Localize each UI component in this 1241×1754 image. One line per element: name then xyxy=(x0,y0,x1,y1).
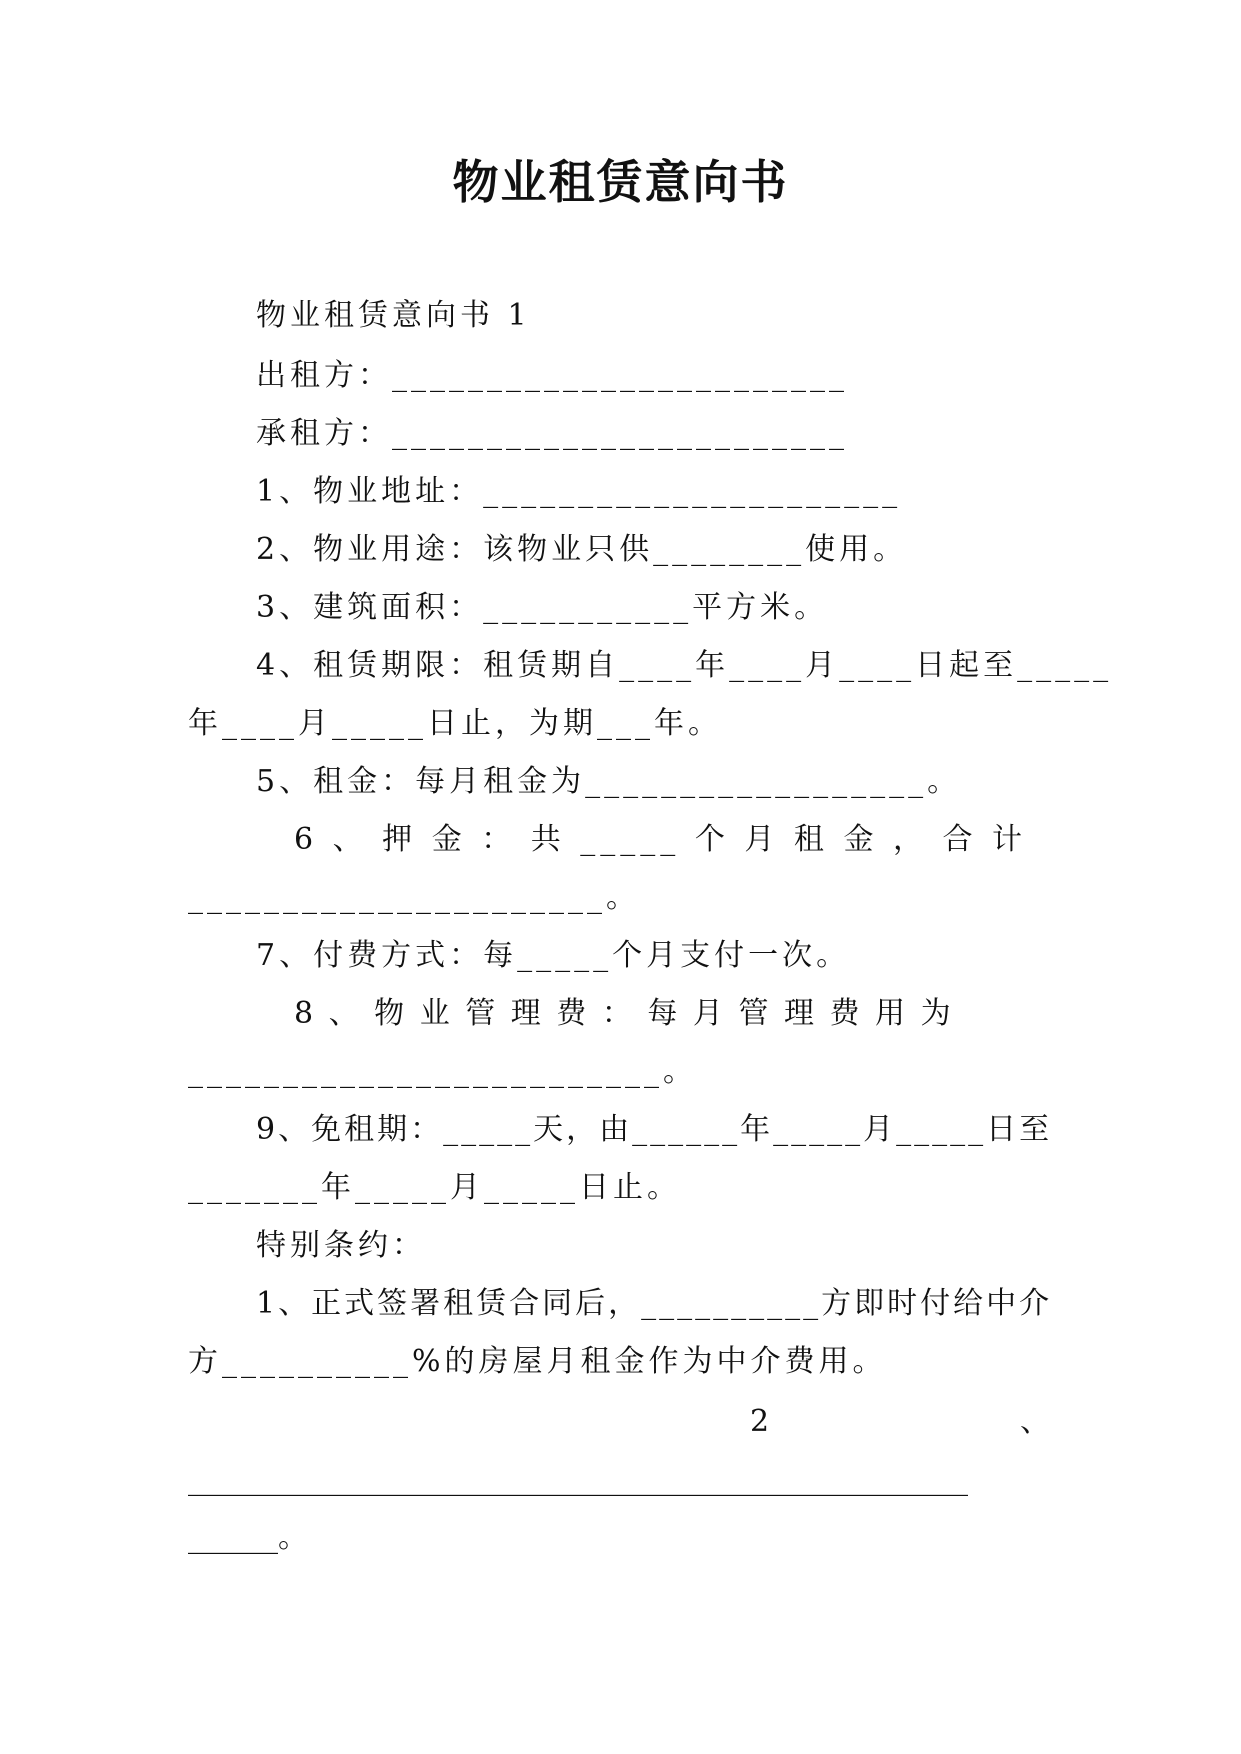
clause-8-management-fee: 8 、 物 业 管 理 费 ： 每 月 管 理 费 用 为 xyxy=(294,996,954,1031)
special-term-1-cont: 方__________%的房屋月租金作为中介费用。 xyxy=(188,1344,887,1379)
clause-5-rent: 5、租金：每月租金为__________________。 xyxy=(256,764,962,799)
special-term-2-blank-end: ______。 xyxy=(188,1520,308,1555)
clause-4-term-cont: 年____月_____日止，为期___年。 xyxy=(188,706,722,741)
clause-9-rent-free: 9、免租期：_____天，由______年_____月_____日至 xyxy=(256,1112,1053,1147)
clause-2-usage: 2、物业用途：该物业只供________使用。 xyxy=(256,532,908,567)
special-term-2-number: 2 xyxy=(750,1404,770,1439)
clause-6-deposit: 6 、 押 金 ： 共 _____ 个 月 租 金 ， 合 计 xyxy=(294,822,1028,857)
clause-8-management-fee-cont: _________________________。 xyxy=(188,1054,697,1089)
special-term-2-blank: ____________________________________________________ xyxy=(188,1462,968,1497)
document-title: 物业租赁意向书 xyxy=(452,155,789,209)
special-term-1: 1、正式签署租赁合同后，__________方即时付给中介 xyxy=(256,1286,1053,1321)
lessee-line: 承租方：________________________ xyxy=(256,416,848,451)
clause-7-payment: 7、付费方式：每_____个月支付一次。 xyxy=(256,938,851,973)
special-term-2-separator: 、 xyxy=(1020,1404,1050,1439)
clause-9-rent-free-cont: _______年_____月_____日止。 xyxy=(188,1170,681,1205)
special-terms-heading: 特别条约： xyxy=(256,1228,426,1263)
clause-3-area: 3、建筑面积：___________平方米。 xyxy=(256,590,829,625)
clause-4-term: 4、租赁期限：租赁期自____年____月____日起至_____ xyxy=(256,648,1113,683)
clause-6-deposit-cont: ______________________。 xyxy=(188,880,640,915)
lessor-line: 出租方：________________________ xyxy=(256,358,848,393)
clause-1-address: 1、物业地址：______________________ xyxy=(256,474,902,509)
section-heading: 物业租赁意向书 1 xyxy=(256,298,531,333)
